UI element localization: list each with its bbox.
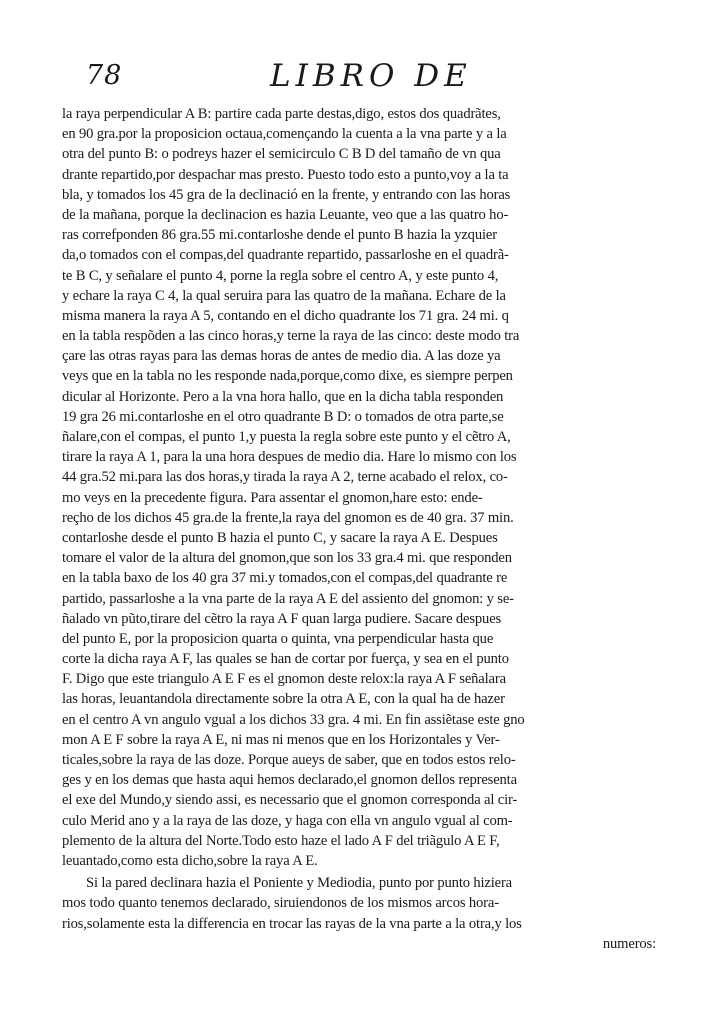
text-line: te B C, y señalare el punto 4, porne la regla sobre el centro A, y este punto 4, <box>62 267 499 284</box>
paragraph-start-line: Si la pared declinara hazia el Poniente y Mediodia, punto por punto hiziera <box>86 875 513 892</box>
running-head <box>60 60 670 100</box>
text-line: tirare la raya A 1, para la una hora despues de medio dia. Hare lo mismo con los <box>62 449 517 466</box>
text-line: tomare el valor de la altura del gnomon,que son los 33 gra.4 mi. que responden <box>62 550 512 567</box>
text-line: leuantado,como esta dicho,sobre la raya A E. <box>62 852 318 869</box>
text-line: F. Digo que este triangulo A E F es el gnomon deste relox:la raya A F señalara <box>62 671 506 688</box>
text-line: las horas, leuantandola directamente sobre la otra A E, con la qual ha de hazer <box>62 691 505 708</box>
text-line: mon A E F sobre la raya A E, ni mas ni menos que en los Horizontales y Ver- <box>62 731 500 748</box>
text-line: y echare la raya C 4, la qual seruira para las quatro de la mañana. Echare de la <box>62 287 506 304</box>
text-line: 44 gra.52 mi.para las dos horas,y tirada la raya A 2, terne acabado el relox, co- <box>62 469 508 486</box>
text-line: partido, passarloshe a la vna parte de la raya A E del assiento del gnomon: y se- <box>62 590 514 607</box>
text-line: de la mañana, porque la declinacion es hazia Leuante, veo que a las quatro ho- <box>62 206 509 223</box>
text-line: del punto E, por la proposicion quarta o quinta, vna perpendicular hasta que <box>62 630 494 647</box>
text-line: rios,solamente esta la differencia en trocar las rayas de la vna parte a la otra,y los <box>62 915 522 932</box>
text-line: mos todo quanto tenemos declarado, siruiendonos de los mismos arcos hora- <box>62 895 499 912</box>
text-line: contarloshe desde el punto B hazia el punto C, y sacare la raya A E. Despues <box>62 529 498 546</box>
text-line: dicular al Horizonte. Pero a la vna hora hallo, que en la dicha tabla responden <box>62 388 504 405</box>
page-number: 78 <box>86 60 123 91</box>
text-line: ñalado vn pũto,tirare del cẽtro la raya A F quan larga pudiere. Sacare despues <box>62 610 502 627</box>
text-line: corte la dicha raya A F, las quales se han de cortar por fuerça, y sea en el punto <box>62 651 509 668</box>
running-title: LIBRO DE <box>270 58 472 94</box>
body-text <box>62 104 656 954</box>
text-line: veys que en la tabla no les responde nada,porque,como dixe, es siempre perpen <box>62 368 513 385</box>
text-line: otra del punto B: o podreys hazer el semicirculo C B D del tamaño de vn qua <box>62 146 501 163</box>
text-line: da,o tomados con el compas,del quadrante repartido, passarloshe en el quadrã- <box>62 247 509 264</box>
text-line: misma manera la raya A 5, contando en el dicho quadrante los 71 gra. 24 mi. q <box>62 307 509 324</box>
text-line: plemento de la altura del Norte.Todo esto haze el lado A F del triãgulo A E F, <box>62 832 500 849</box>
text-line: ticales,sobre la raya de las doze. Porque aueys de saber, que en todos estos relo- <box>62 752 516 768</box>
text-line: en la tabla respõden a las cinco horas,y terne la raya de las cinco: deste modo tra <box>62 328 520 345</box>
text-line: 19 gra 26 mi.contarloshe en el otro quadrante B D: o tomados de otra parte,se <box>62 408 504 425</box>
text-line: reçho de los dichos 45 gra.de la frente,la raya del gnomon es de 40 gra. 37 min. <box>62 509 514 526</box>
text-line: çare las otras rayas para las demas horas de antes de medio dia. A las doze ya <box>62 348 501 365</box>
text-line: la raya perpendicular A B: partire cada parte destas,digo, estos dos quadrãtes, <box>62 106 501 122</box>
text-line: ras correfponden 86 gra.55 mi.contarloshe dende el punto B hazia la yzquier <box>62 227 497 244</box>
text-line: culo Merid ano y a la raya de las doze, y haga con ella vn angulo vgual al com- <box>62 812 513 829</box>
text-line: en el centro A vn angulo vgual a los dichos 33 gra. 4 mi. En fin assiẽtase este gno <box>62 711 525 728</box>
text-line: en 90 gra.por la proposicion octaua,començando la cuenta a la vna parte y a la <box>62 126 507 143</box>
text-line: el exe del Mundo,y siendo assi, es necessario que el gnomon corresponda al cir- <box>62 792 518 809</box>
text-line: bla, y tomados los 45 gra de la declinació en la frente, y entrando con las horas <box>62 186 511 203</box>
catchword: numeros: <box>602 935 656 952</box>
text-line: ges y en los demas que hasta aqui hemos declarado,el gnomon dellos representa <box>62 772 517 789</box>
text-line: en la tabla baxo de los 40 gra 37 mi.y tomados,con el compas,del quadrante re <box>62 570 508 587</box>
text-line: mo veys en la precedente figura. Para assentar el gnomon,hare esto: ende- <box>62 489 483 506</box>
text-line: ñalare,con el compas, el punto 1,y puesta la regla sobre este punto y el cẽtro A, <box>62 429 511 445</box>
text-line: drante repartido,por despachar mas presto. Puesto todo esto a punto,voy a la ta <box>62 166 509 183</box>
